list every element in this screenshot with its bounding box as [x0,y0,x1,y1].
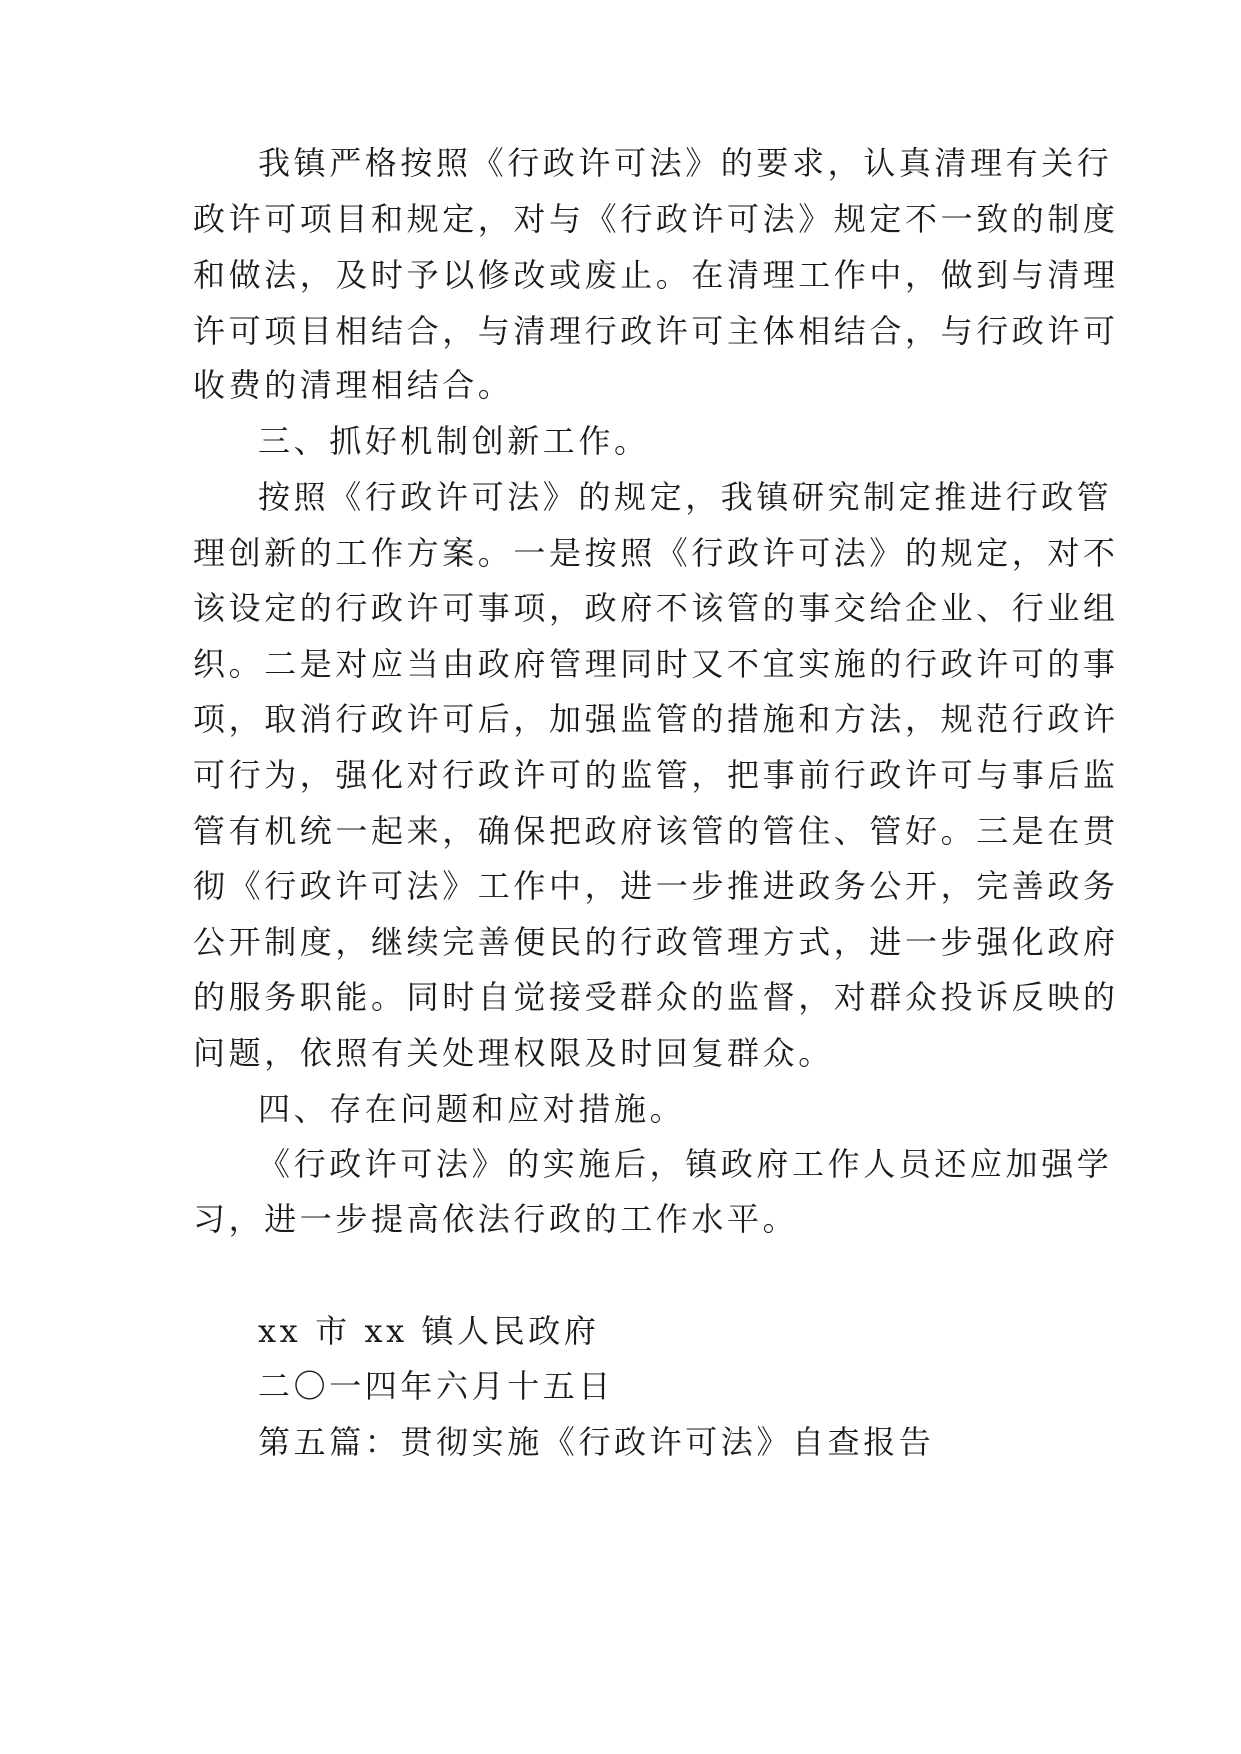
paragraph-line: 和做法，及时予以修改或废止。在清理工作中，做到与清理 [193,256,1119,294]
section-heading: 三、抓好机制创新工作。 [258,422,650,460]
paragraph-line: 按照《行政许可法》的规定，我镇研究制定推进行政管 [258,478,1113,516]
paragraph-line: 的服务职能。同时自觉接受群众的监督，对群众投诉反映的 [193,978,1119,1016]
paragraph-line: 可行为，强化对行政许可的监管，把事前行政许可与事后监 [193,756,1119,794]
paragraph-line: 问题，依照有关处理权限及时回复群众。 [193,1034,834,1072]
paragraph-line: 项，取消行政许可后，加强监管的措施和方法，规范行政许 [193,700,1119,738]
next-article-title: 第五篇：贯彻实施《行政许可法》自查报告 [258,1423,935,1461]
paragraph-line: 《行政许可法》的实施后，镇政府工作人员还应加强学 [258,1145,1113,1183]
paragraph-line: 该设定的行政许可事项，政府不该管的事交给企业、行业组 [193,589,1119,627]
paragraph-line: 习，进一步提高依法行政的工作水平。 [193,1200,799,1238]
paragraph-line: 彻《行政许可法》工作中，进一步推进政务公开，完善政务 [193,867,1119,905]
paragraph-line: 织。二是对应当由政府管理同时又不宜实施的行政许可的事 [193,645,1119,683]
paragraph-line: 理创新的工作方案。一是按照《行政许可法》的规定，对不 [193,534,1119,572]
paragraph-line: 收费的清理相结合。 [193,366,514,404]
section-heading: 四、存在问题和应对措施。 [258,1090,686,1128]
paragraph-line: 许可项目相结合，与清理行政许可主体相结合，与行政许可 [193,312,1119,350]
paragraph-line: 我镇严格按照《行政许可法》的要求，认真清理有关行 [258,144,1113,182]
signature-organization: xx 市 xx 镇人民政府 [258,1312,600,1350]
paragraph-line: 管有机统一起来，确保把政府该管的管住、管好。三是在贯 [193,812,1119,850]
paragraph-line: 公开制度，继续完善便民的行政管理方式，进一步强化政府 [193,923,1119,961]
signature-date: 二〇一四年六月十五日 [258,1367,615,1405]
paragraph-line: 政许可项目和规定，对与《行政许可法》规定不一致的制度 [193,200,1119,238]
